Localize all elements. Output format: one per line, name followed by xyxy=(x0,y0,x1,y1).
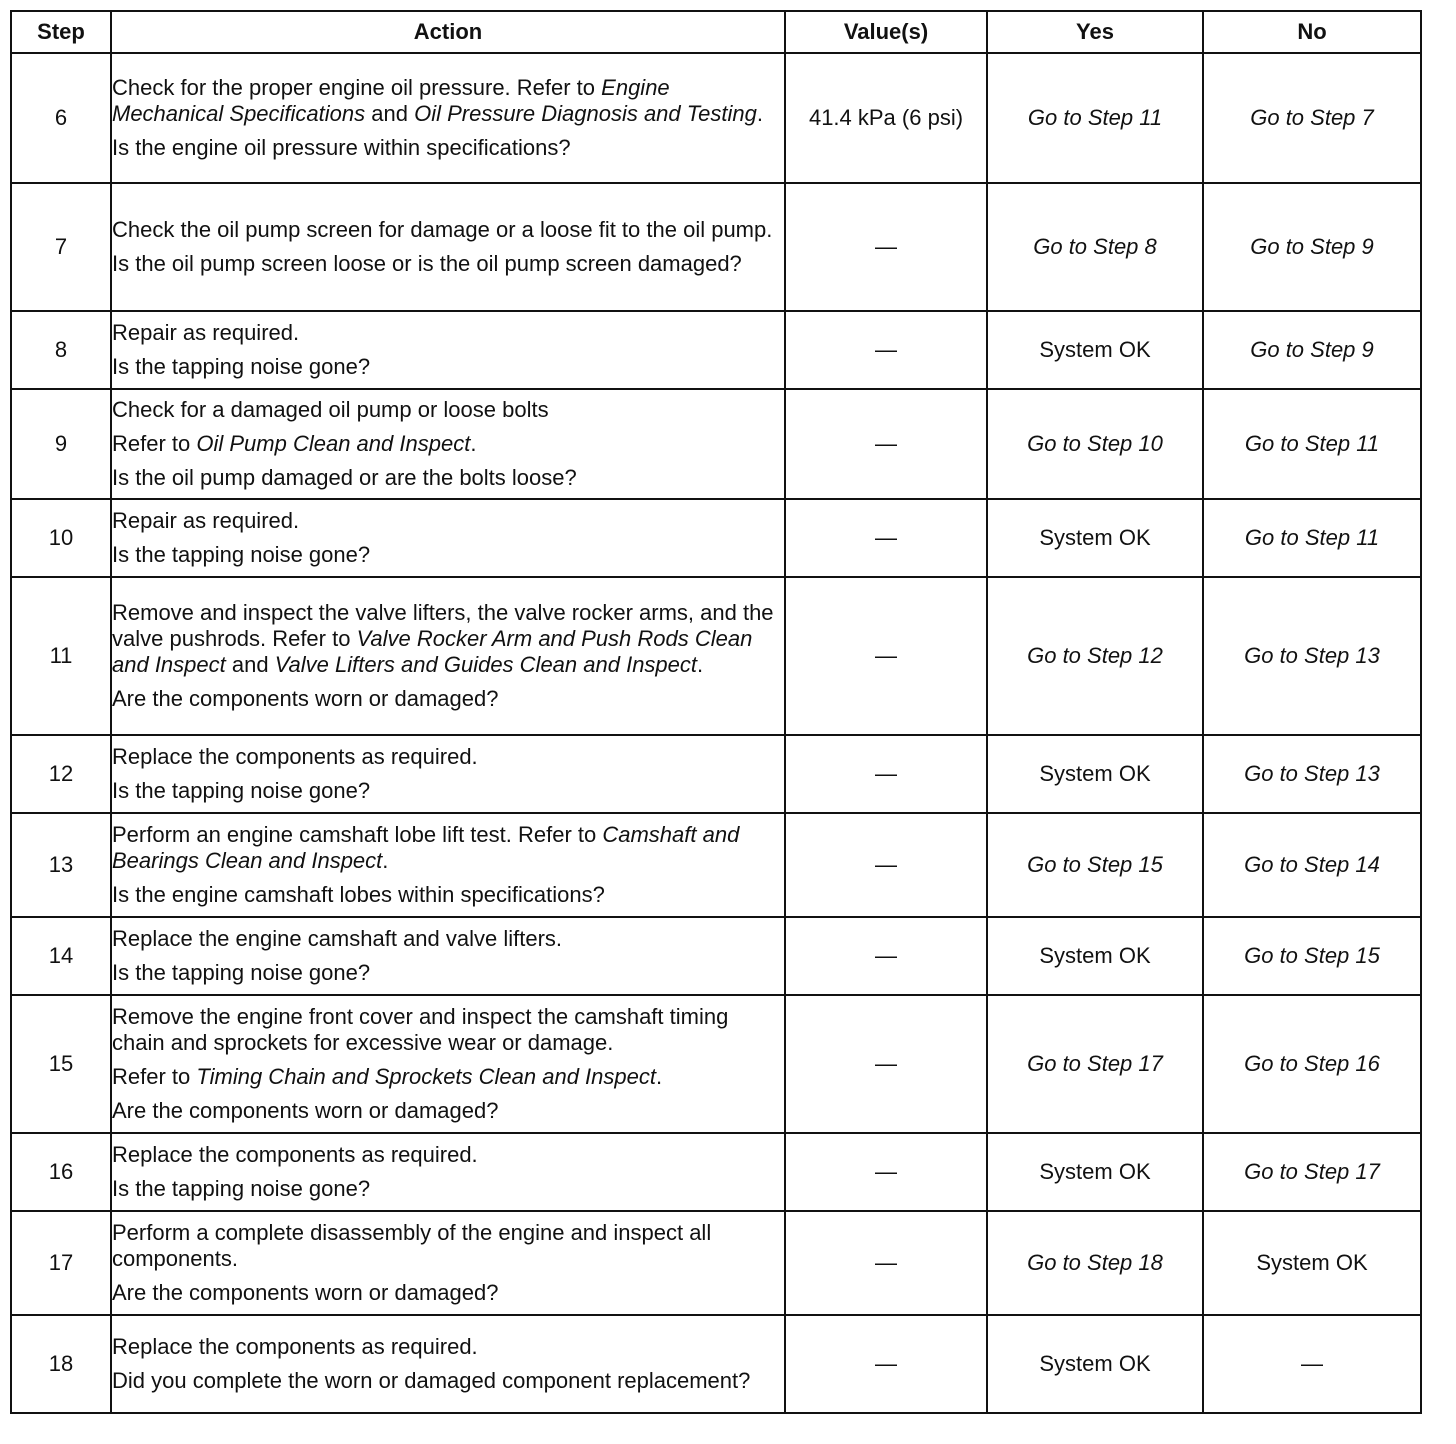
action-text: . xyxy=(382,848,389,873)
action-paragraph xyxy=(112,397,784,423)
no-result: Go to Step 9 xyxy=(1203,183,1421,311)
reference-title: Timing Chain and Sprockets Clean and Inspect xyxy=(196,1064,656,1089)
step-number: 12 xyxy=(11,735,111,813)
step-number: 8 xyxy=(11,311,111,389)
action-text: Check the oil pump screen for damage or a loose fit to the oil pump. xyxy=(112,217,773,242)
table-row xyxy=(11,917,1421,995)
action-text: . xyxy=(656,1064,663,1089)
value-cell: — xyxy=(785,813,987,917)
no-result: Go to Step 13 xyxy=(1203,577,1421,735)
action-paragraph xyxy=(112,1004,784,1056)
table-row xyxy=(11,499,1421,577)
yes-result: Go to Step 8 xyxy=(987,183,1203,311)
reference-title: Engine Mechanical Specifications xyxy=(112,75,670,126)
table-row xyxy=(11,1133,1421,1211)
yes-result: System OK xyxy=(987,311,1203,389)
step-number: 9 xyxy=(11,389,111,499)
action-cell xyxy=(111,995,785,1133)
value-cell: — xyxy=(785,1315,987,1413)
no-result: Go to Step 11 xyxy=(1203,499,1421,577)
reference-title: Oil Pressure Diagnosis and Testing xyxy=(414,101,757,126)
no-result: Go to Step 15 xyxy=(1203,917,1421,995)
action-paragraph xyxy=(112,251,784,277)
no-result: Go to Step 14 xyxy=(1203,813,1421,917)
value-cell: — xyxy=(785,311,987,389)
value-cell: — xyxy=(785,1133,987,1211)
step-number: 14 xyxy=(11,917,111,995)
header-values: Value(s) xyxy=(785,11,987,53)
action-cell xyxy=(111,917,785,995)
action-text: Check for a damaged oil pump or loose bolts xyxy=(112,397,549,422)
action-text: Is the engine oil pressure within specifications? xyxy=(112,135,571,160)
table-row xyxy=(11,183,1421,311)
yes-result: System OK xyxy=(987,499,1203,577)
action-paragraph xyxy=(112,1098,784,1124)
no-result: — xyxy=(1203,1315,1421,1413)
action-text: Replace the components as required. xyxy=(112,1142,478,1167)
action-paragraph xyxy=(112,600,784,678)
action-paragraph xyxy=(112,778,784,804)
table-row xyxy=(11,577,1421,735)
action-paragraph xyxy=(112,431,784,457)
action-text: . xyxy=(756,101,764,126)
yes-result: Go to Step 15 xyxy=(987,813,1203,917)
action-text: Is the oil pump screen loose or is the oil pump screen damaged? xyxy=(112,251,742,276)
action-paragraph xyxy=(112,1064,784,1090)
action-cell xyxy=(111,735,785,813)
action-paragraph xyxy=(112,135,784,161)
action-cell xyxy=(111,389,785,499)
action-paragraph xyxy=(112,960,784,986)
value-cell: — xyxy=(785,735,987,813)
table-row xyxy=(11,1315,1421,1413)
action-text: and xyxy=(365,101,415,126)
value-cell: — xyxy=(785,183,987,311)
action-paragraph xyxy=(112,320,784,346)
action-cell xyxy=(111,53,785,183)
no-result: Go to Step 9 xyxy=(1203,311,1421,389)
yes-result: Go to Step 18 xyxy=(987,1211,1203,1315)
action-paragraph xyxy=(112,217,784,243)
action-paragraph xyxy=(112,75,784,127)
table-row xyxy=(11,813,1421,917)
table-row xyxy=(11,53,1421,183)
step-number: 6 xyxy=(11,53,111,183)
action-paragraph xyxy=(112,354,784,380)
diagnostic-table xyxy=(10,10,1422,1414)
action-text: Is the engine camshaft lobes within specifications? xyxy=(112,882,605,907)
value-cell: — xyxy=(785,1211,987,1315)
action-cell xyxy=(111,183,785,311)
step-number: 16 xyxy=(11,1133,111,1211)
action-cell xyxy=(111,311,785,389)
value-cell: — xyxy=(785,577,987,735)
table-row xyxy=(11,311,1421,389)
action-text: and xyxy=(225,652,275,677)
action-text: . xyxy=(470,431,477,456)
table-body xyxy=(11,53,1421,1413)
action-paragraph xyxy=(112,744,784,770)
action-cell xyxy=(111,1315,785,1413)
action-text: Remove the engine front cover and inspect the camshaft timing chain and sprockets for excessive wear or damage. xyxy=(112,1004,729,1055)
action-cell xyxy=(111,1211,785,1315)
action-text: Is the tapping noise gone? xyxy=(112,354,371,379)
table-header xyxy=(11,11,1421,53)
header-step: Step xyxy=(11,11,111,53)
header-yes: Yes xyxy=(987,11,1203,53)
table-row xyxy=(11,995,1421,1133)
action-text: Is the tapping noise gone? xyxy=(112,778,371,803)
action-paragraph xyxy=(112,822,784,874)
action-text: Did you complete the worn or damaged component replacement? xyxy=(112,1368,751,1393)
action-paragraph xyxy=(112,465,784,491)
action-cell xyxy=(111,499,785,577)
reference-title: Camshaft and Bearings Clean and Inspect xyxy=(112,822,740,873)
no-result: Go to Step 11 xyxy=(1203,389,1421,499)
value-cell: — xyxy=(785,995,987,1133)
step-number: 10 xyxy=(11,499,111,577)
reference-title: Valve Lifters and Guides Clean and Inspect xyxy=(274,652,698,677)
yes-result: Go to Step 12 xyxy=(987,577,1203,735)
action-paragraph xyxy=(112,926,784,952)
header-no: No xyxy=(1203,11,1421,53)
action-text: Replace the components as required. xyxy=(112,744,478,769)
no-result: Go to Step 17 xyxy=(1203,1133,1421,1211)
table-row xyxy=(11,1211,1421,1315)
action-paragraph xyxy=(112,1176,784,1202)
header-row xyxy=(11,11,1421,53)
step-number: 7 xyxy=(11,183,111,311)
action-paragraph xyxy=(112,542,784,568)
value-cell: 41.4 kPa (6 psi) xyxy=(785,53,987,183)
action-text: Is the tapping noise gone? xyxy=(112,960,371,985)
action-paragraph xyxy=(112,1142,784,1168)
action-cell xyxy=(111,1133,785,1211)
value-cell: — xyxy=(785,499,987,577)
step-number: 13 xyxy=(11,813,111,917)
yes-result: Go to Step 10 xyxy=(987,389,1203,499)
step-number: 15 xyxy=(11,995,111,1133)
action-text: Perform a complete disassembly of the engine and inspect all components. xyxy=(112,1220,712,1271)
action-cell xyxy=(111,813,785,917)
action-paragraph xyxy=(112,686,784,712)
step-number: 11 xyxy=(11,577,111,735)
table-row xyxy=(11,735,1421,813)
no-result: Go to Step 13 xyxy=(1203,735,1421,813)
reference-title: Valve Rocker Arm and Push Rods Clean and Inspect xyxy=(112,626,753,677)
action-text: Are the components worn or damaged? xyxy=(112,1280,499,1305)
action-text: Is the oil pump damaged or are the bolts loose? xyxy=(112,465,577,490)
action-cell xyxy=(111,577,785,735)
action-text: Repair as required. xyxy=(112,320,300,345)
no-result: Go to Step 7 xyxy=(1203,53,1421,183)
action-text: Check for the proper engine oil pressure. Refer to xyxy=(112,75,602,100)
yes-result: System OK xyxy=(987,1133,1203,1211)
table-row xyxy=(11,389,1421,499)
action-text: Replace the components as required. xyxy=(112,1334,478,1359)
yes-result: Go to Step 17 xyxy=(987,995,1203,1133)
action-text: Remove and inspect the valve lifters, the valve rocker arms, and the valve pushrods. Refer to xyxy=(112,600,774,651)
action-text: Refer to xyxy=(112,1064,197,1089)
action-text: . xyxy=(697,652,704,677)
action-paragraph xyxy=(112,882,784,908)
action-text: Perform an engine camshaft lobe lift test. Refer to xyxy=(112,822,603,847)
no-result: System OK xyxy=(1203,1211,1421,1315)
value-cell: — xyxy=(785,917,987,995)
step-number: 18 xyxy=(11,1315,111,1413)
action-paragraph xyxy=(112,1334,784,1360)
action-paragraph xyxy=(112,508,784,534)
action-paragraph xyxy=(112,1280,784,1306)
yes-result: System OK xyxy=(987,735,1203,813)
no-result: Go to Step 16 xyxy=(1203,995,1421,1133)
yes-result: System OK xyxy=(987,917,1203,995)
step-number: 17 xyxy=(11,1211,111,1315)
action-text: Are the components worn or damaged? xyxy=(112,1098,499,1123)
value-cell: — xyxy=(785,389,987,499)
yes-result: System OK xyxy=(987,1315,1203,1413)
header-action: Action xyxy=(111,11,785,53)
reference-title: Oil Pump Clean and Inspect xyxy=(196,431,471,456)
action-text: Is the tapping noise gone? xyxy=(112,1176,371,1201)
action-text: Replace the engine camshaft and valve lifters. xyxy=(112,926,563,951)
action-text: Repair as required. xyxy=(112,508,300,533)
action-text: Are the components worn or damaged? xyxy=(112,686,499,711)
yes-result: Go to Step 11 xyxy=(987,53,1203,183)
action-paragraph xyxy=(112,1368,784,1394)
action-text: Is the tapping noise gone? xyxy=(112,542,371,567)
action-text: Refer to xyxy=(112,431,197,456)
action-paragraph xyxy=(112,1220,784,1272)
